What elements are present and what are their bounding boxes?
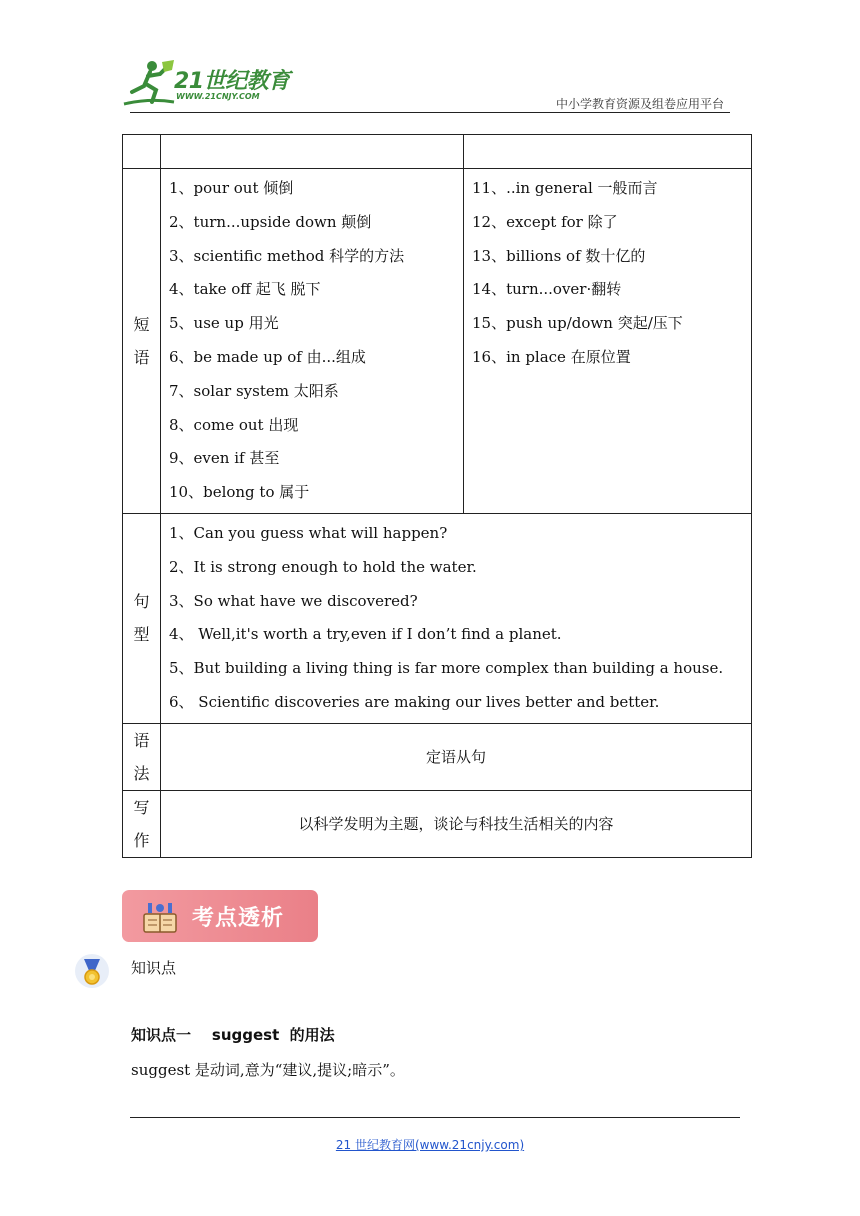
grammar-label: 语 法 <box>123 723 161 790</box>
empty-cell <box>123 135 161 169</box>
header-divider <box>130 112 730 113</box>
phrases-right-column <box>464 169 752 514</box>
phrases-left-column <box>161 169 464 514</box>
sentence-item: 6、 Scientific discoveries are making our lives better and better. <box>169 692 660 711</box>
footer-link[interactable]: 21 世纪教育网(www.21cnjy.com) <box>335 1138 525 1152</box>
grammar-row <box>123 723 752 790</box>
phrase-item: 7、solar system 太阳系 <box>169 381 339 400</box>
phrase-item: 15、push up/down 突起/压下 <box>472 314 683 333</box>
sentence-item: 3、So what have we discovered? <box>169 591 418 610</box>
knowledge-point-title: 知识点一 suggest 的用法 <box>131 1026 335 1044</box>
runner-logo-icon <box>122 58 182 108</box>
grammar-content: 定语从句 <box>161 723 752 790</box>
phrase-item: 4、take off 起飞 脱下 <box>169 280 321 299</box>
phrase-item: 16、in place 在原位置 <box>472 347 631 366</box>
phrase-item: 10、belong to 属于 <box>169 483 310 502</box>
medal-icon <box>74 953 110 989</box>
platform-title: 中小学教育资源及组卷应用平台 <box>555 97 724 111</box>
sentences-row <box>123 513 752 723</box>
knowledge-label: 知识点 <box>131 959 177 977</box>
phrase-item: 8、come out 出现 <box>169 415 299 434</box>
writing-content: 以科学发明为主题，谈论与科技生活相关的内容 <box>161 790 752 857</box>
empty-cell <box>161 135 464 169</box>
sentence-item: 2、It is strong enough to hold the water. <box>169 557 477 576</box>
book-icon <box>142 900 178 934</box>
phrases-row <box>123 169 752 514</box>
phrase-item: 13、billions of 数十亿的 <box>472 246 646 265</box>
phrase-item: 12、except for 除了 <box>472 212 618 231</box>
site-logo[interactable] <box>122 58 292 108</box>
logo-url: WWW.21CNJY.COM <box>176 92 260 101</box>
phrases-label: 短 语 <box>123 169 161 514</box>
sentences-label: 句 型 <box>123 513 161 723</box>
sentences-column <box>161 513 752 723</box>
knowledge-point-description: suggest 是动词,意为“建议,提议;暗示”。 <box>131 1061 405 1079</box>
banner-title: 考点透析 <box>192 906 285 931</box>
section-banner <box>122 890 318 942</box>
page-header <box>0 0 860 120</box>
phrase-item: 1、pour out 倾倒 <box>169 179 294 197</box>
table-header-row <box>123 135 752 169</box>
writing-label: 写 作 <box>123 790 161 857</box>
sentence-item: 4、 Well,it's worth a try,even if I don’t find a planet. <box>169 625 562 644</box>
phrase-item: 3、scientific method 科学的方法 <box>169 246 405 265</box>
phrase-item: 9、even if 甚至 <box>169 449 280 468</box>
phrase-item: 14、turn...over·翻转 <box>472 280 622 299</box>
footer-divider <box>130 1117 740 1118</box>
sentence-item: 1、Can you guess what will happen? <box>169 523 448 542</box>
sentence-item: 5、But building a living thing is far more complex than building a house. <box>169 659 724 678</box>
empty-cell <box>464 135 752 169</box>
phrase-item: 5、use up 用光 <box>169 314 279 333</box>
summary-table <box>122 134 752 858</box>
phrase-item: 2、turn...upside down 颠倒 <box>169 212 372 231</box>
phrase-item: 11、..in general 一般而言 <box>472 179 658 197</box>
phrase-item: 6、be made up of 由...组成 <box>169 347 366 366</box>
writing-row <box>123 790 752 857</box>
logo-text: 21世纪教育 <box>174 69 290 94</box>
